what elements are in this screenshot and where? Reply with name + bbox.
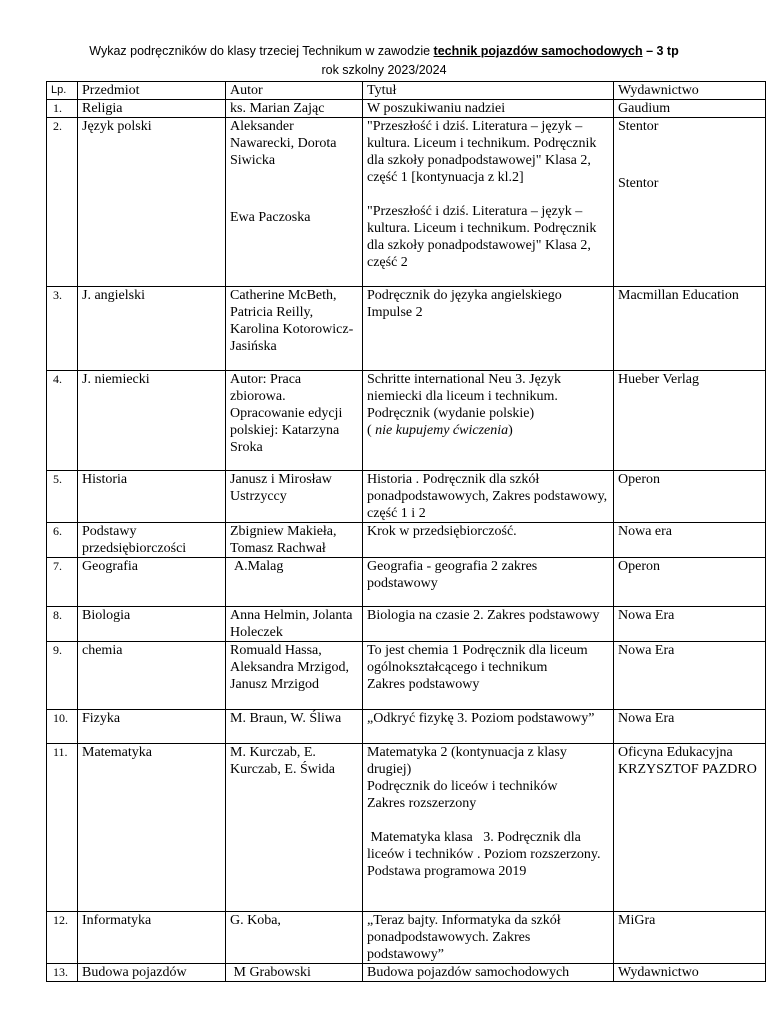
table-header-row xyxy=(47,82,766,100)
publisher-entry: Stentor xyxy=(618,176,659,191)
row-author: Autor: Praca zbiorowa. Opracowanie edycji polskiej: Katarzyna Sroka xyxy=(226,371,363,471)
author-entry: Aleksander Nawarecki, Dorota Siwicka xyxy=(230,119,337,168)
row-publisher: Gaudium xyxy=(614,100,766,118)
row-lp: 2. xyxy=(47,118,78,287)
row-publisher: MiGra xyxy=(614,912,766,964)
row-lp: 7. xyxy=(47,558,78,607)
row-author: M Grabowski xyxy=(226,964,363,982)
row-author: Anna Helmin, Jolanta Holeczek xyxy=(226,607,363,642)
row-author xyxy=(226,118,363,287)
spacer xyxy=(618,135,761,175)
row-publisher: Macmillan Education xyxy=(614,287,766,371)
title-entry: Zakres podstawowy xyxy=(367,677,480,692)
row-title xyxy=(363,118,614,287)
row-lp: 1. xyxy=(47,100,78,118)
table-row xyxy=(47,607,766,642)
row-subject: J. niemiecki xyxy=(78,371,226,471)
title-note-text: nie kupujemy ćwiczenia xyxy=(375,423,509,438)
row-title: Historia . Podręcznik dla szkół ponadpodstawowych, Zakres podstawowy, część 1 i 2 xyxy=(363,471,614,523)
row-title xyxy=(363,744,614,912)
row-author: Romuald Hassa, Aleksandra Mrzigod, Janusz Mrzigod xyxy=(226,642,363,710)
row-subject: Język polski xyxy=(78,118,226,287)
row-lp: 11. xyxy=(47,744,78,912)
row-subject: Religia xyxy=(78,100,226,118)
title-entry: Matematyka klasa 3. Podręcznik dla liceów i techników . Poziom rozszerzony. xyxy=(367,830,601,862)
row-lp: 12. xyxy=(47,912,78,964)
row-author: M. Kurczab, E. Kurczab, E. Świda xyxy=(226,744,363,912)
row-title: Budowa pojazdów samochodowych xyxy=(363,964,614,982)
document-title xyxy=(0,44,768,58)
row-publisher: Oficyna Edukacyjna KRZYSZTOF PAZDRO xyxy=(614,744,766,912)
row-subject: J. angielski xyxy=(78,287,226,371)
title-prefix: Wykaz podręczników do klasy trzeciej Technikum w zawodzie xyxy=(89,44,434,58)
title-entry: Zakres rozszerzony xyxy=(367,796,477,811)
row-lp: 3. xyxy=(47,287,78,371)
table-row xyxy=(47,287,766,371)
spacer xyxy=(367,812,609,829)
row-subject: Budowa pojazdów xyxy=(78,964,226,982)
table-row xyxy=(47,558,766,607)
row-publisher xyxy=(614,118,766,287)
row-title xyxy=(363,371,614,471)
header-lp: Lp. xyxy=(47,82,78,100)
row-author: Janusz i Mirosław Ustrzyccy xyxy=(226,471,363,523)
author-entry: Ewa Paczoska xyxy=(230,210,311,225)
title-entry: "Przeszłość i dziś. Literatura – język – kultura. Liceum i technikum. Podręcznik dla szkoły ponadpodstawowej" Klasa 2, część 2 xyxy=(367,204,597,270)
row-subject: Fizyka xyxy=(78,710,226,744)
title-note: ( nie kupujemy ćwiczenia) xyxy=(367,423,513,438)
header-publisher: Wydawnictwo xyxy=(614,82,766,100)
row-publisher: Nowa era xyxy=(614,523,766,558)
row-author: A.Malag xyxy=(226,558,363,607)
row-lp: 9. xyxy=(47,642,78,710)
header-title: Tytuł xyxy=(363,82,614,100)
header-author: Autor xyxy=(226,82,363,100)
row-title: „Teraz bajty. Informatyka da szkół ponadpodstawowych. Zakres podstawowy” xyxy=(363,912,614,964)
row-lp: 10. xyxy=(47,710,78,744)
row-publisher: Operon xyxy=(614,471,766,523)
row-author: ks. Marian Zając xyxy=(226,100,363,118)
table-row xyxy=(47,523,766,558)
table-row xyxy=(47,744,766,912)
spacer xyxy=(230,169,358,209)
row-subject: Podstawy przedsiębiorczości xyxy=(78,523,226,558)
row-lp: 5. xyxy=(47,471,78,523)
row-lp: 8. xyxy=(47,607,78,642)
table-row xyxy=(47,964,766,982)
row-title: Podręcznik do języka angielskiego Impulse 2 xyxy=(363,287,614,371)
table-row xyxy=(47,642,766,710)
spacer xyxy=(367,186,609,203)
row-publisher: Nowa Era xyxy=(614,642,766,710)
title-class: – 3 tp xyxy=(642,44,679,58)
row-publisher: Nowa Era xyxy=(614,607,766,642)
row-title: Biologia na czasie 2. Zakres podstawowy xyxy=(363,607,614,642)
row-title: W poszukiwaniu nadziei xyxy=(363,100,614,118)
title-entry: To jest chemia 1 Podręcznik dla liceum ogólnokształcącego i technikum xyxy=(367,643,588,675)
title-entry: Matematyka 2 (kontynuacja z klasy drugiej) xyxy=(367,745,567,777)
table-row xyxy=(47,710,766,744)
row-title: Geografia - geografia 2 zakres podstawowy xyxy=(363,558,614,607)
row-author: M. Braun, W. Śliwa xyxy=(226,710,363,744)
row-author: Zbigniew Makieła, Tomasz Rachwał xyxy=(226,523,363,558)
table-row xyxy=(47,371,766,471)
textbook-table xyxy=(46,81,766,982)
title-entry: Podstawa programowa 2019 xyxy=(367,864,527,879)
row-lp: 6. xyxy=(47,523,78,558)
row-title: Krok w przedsiębiorczość. xyxy=(363,523,614,558)
title-entry: Podręcznik do liceów i techników xyxy=(367,779,558,794)
row-publisher: Nowa Era xyxy=(614,710,766,744)
table-row xyxy=(47,471,766,523)
row-subject: Informatyka xyxy=(78,912,226,964)
row-subject: chemia xyxy=(78,642,226,710)
row-author: G. Koba, xyxy=(226,912,363,964)
row-publisher: Hueber Verlag xyxy=(614,371,766,471)
publisher-entry: Stentor xyxy=(618,119,659,134)
row-publisher: Wydawnictwo xyxy=(614,964,766,982)
title-entry: "Przeszłość i dziś. Literatura – język – kultura. Liceum i technikum. Podręcznik dla szkoły ponadpodstawowej" Klasa 2, część 1 [kontynuacja z kl.2] xyxy=(367,119,597,185)
row-subject: Biologia xyxy=(78,607,226,642)
row-subject: Geografia xyxy=(78,558,226,607)
row-subject: Matematyka xyxy=(78,744,226,912)
title-entry: Schritte international Neu 3. Język niemiecki dla liceum i technikum. Podręcznik (wydanie polskie) xyxy=(367,372,561,421)
row-lp: 4. xyxy=(47,371,78,471)
header-subject: Przedmiot xyxy=(78,82,226,100)
row-title: „Odkryć fizykę 3. Poziom podstawowy” xyxy=(363,710,614,744)
table-row xyxy=(47,100,766,118)
table-row xyxy=(47,912,766,964)
row-subject: Historia xyxy=(78,471,226,523)
row-author: Catherine McBeth, Patricia Reilly, Karolina Kotorowicz-Jasińska xyxy=(226,287,363,371)
school-year: rok szkolny 2023/2024 xyxy=(321,63,447,77)
row-lp: 13. xyxy=(47,964,78,982)
row-publisher: Operon xyxy=(614,558,766,607)
table-row xyxy=(47,118,766,287)
title-profession: technik pojazdów samochodowych xyxy=(433,44,643,58)
row-title xyxy=(363,642,614,710)
